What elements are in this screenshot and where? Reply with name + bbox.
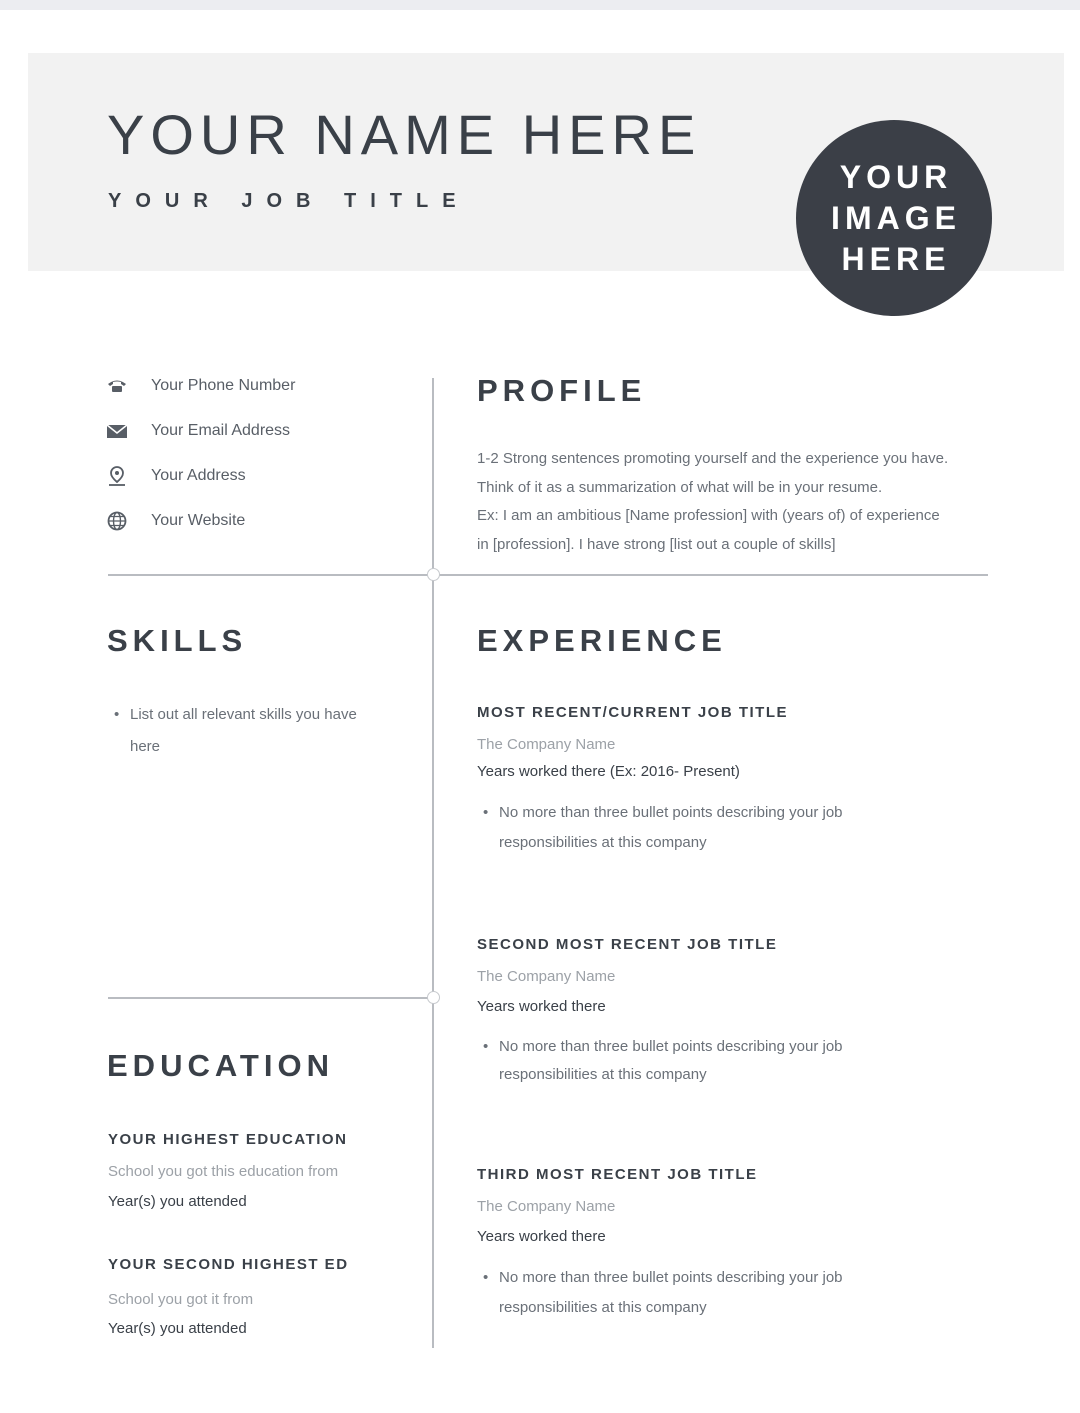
education-title: YOUR SECOND HIGHEST ED <box>108 1256 349 1273</box>
education-title: YOUR HIGHEST EDUCATION <box>108 1131 348 1148</box>
education-years: Year(s) you attended <box>108 1320 247 1337</box>
education-heading: EDUCATION <box>107 1048 334 1083</box>
divider-left-bottom <box>108 997 432 999</box>
job-years: Years worked there (Ex: 2016- Present) <box>477 763 740 780</box>
resume-job-title: YOUR JOB TITLE <box>108 190 470 212</box>
resume-page <box>0 10 1080 1413</box>
profile-text: 1-2 Strong sentences promoting yourself and the experience you have. Think of it as a summarization of what will be in your resume. Ex: I am an ambitious [Name profession] with (years of) of experience in [profession]. I have strong [list out a couple of skills] <box>477 450 949 553</box>
divider-node <box>427 568 440 581</box>
bullet-dot: • <box>114 706 120 723</box>
resume-name: YOUR NAME HERE <box>107 103 702 166</box>
job-title: THIRD MOST RECENT JOB TITLE <box>477 1166 758 1183</box>
divider-left-top <box>108 574 432 576</box>
phone-icon <box>106 376 130 396</box>
contact-website: Your Website <box>106 509 245 533</box>
job-company: The Company Name <box>477 736 616 753</box>
skills-heading: SKILLS <box>107 623 248 658</box>
bullet-dot: • <box>483 1269 489 1286</box>
column-divider <box>432 378 434 1348</box>
location-pin-icon <box>106 466 130 486</box>
job-title: SECOND MOST RECENT JOB TITLE <box>477 936 778 953</box>
education-years: Year(s) you attended <box>108 1193 247 1210</box>
contact-email: Your Email Address <box>106 419 290 443</box>
job-bullet: • No more than three bullet points describing your job responsibilities at this company <box>499 798 959 858</box>
profile-heading: PROFILE <box>477 373 647 408</box>
photo-placeholder-text: YOUR IMAGE HERE <box>831 158 961 277</box>
envelope-icon <box>106 421 130 441</box>
photo-placeholder <box>796 120 992 316</box>
contact-address: Your Address <box>106 464 246 488</box>
education-school: School you got this education from <box>108 1163 339 1180</box>
job-years: Years worked there <box>477 1228 606 1245</box>
skills-list-item: • List out all relevant skills you have here <box>130 699 420 763</box>
job-bullet: • No more than three bullet points describing your job responsibilities at this company <box>499 1263 959 1323</box>
education-school: School you got it from <box>108 1291 254 1308</box>
job-company: The Company Name <box>477 968 616 985</box>
contact-phone: Your Phone Number <box>106 374 295 398</box>
bullet-dot: • <box>483 1038 489 1055</box>
job-years: Years worked there <box>477 998 606 1015</box>
bullet-dot: • <box>483 804 489 821</box>
divider-right-top <box>434 574 988 576</box>
experience-heading: EXPERIENCE <box>477 623 727 658</box>
divider-node <box>427 991 440 1004</box>
globe-icon <box>106 511 130 531</box>
job-company: The Company Name <box>477 1198 616 1215</box>
job-title: MOST RECENT/CURRENT JOB TITLE <box>477 704 789 721</box>
job-bullet: • No more than three bullet points describing your job responsibilities at this company <box>499 1033 959 1089</box>
